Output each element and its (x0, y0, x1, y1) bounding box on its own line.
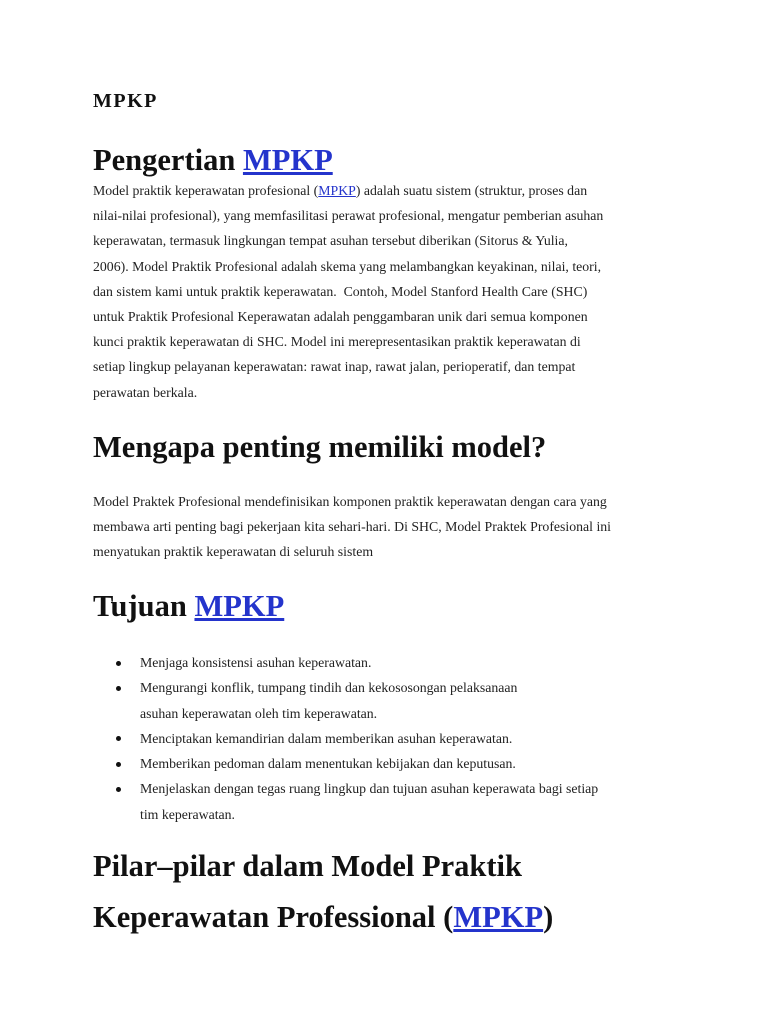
heading-mengapa: Mengapa penting memiliki model? (93, 430, 547, 464)
bullet-icon (116, 686, 121, 691)
paragraph-line: kunci praktik keperawatan di SHC. Model ini merepresentasikan praktik keperawatan di (93, 334, 581, 350)
heading-pengertian (93, 140, 333, 180)
list-item-text: Menciptakan kemandirian dalam memberikan asuhan keperawatan. (140, 730, 513, 746)
list-item (93, 726, 598, 751)
mpkp-inline-link[interactable]: MPKP (318, 183, 356, 198)
list-item-text: Memberikan pedoman dalam menentukan kebijakan dan keputusan. (140, 756, 516, 772)
list-item (93, 650, 598, 675)
paragraph-line: nilai-nilai profesional), yang memfasilitasi perawat profesional, mengatur pemberian asuhan (93, 208, 604, 224)
heading-pilar-text-close: ) (543, 900, 554, 934)
list-item-text: Mengurangi konflik, tumpang tindih dan kekososongan pelaksanaan (140, 680, 518, 696)
heading-tujuan (93, 586, 284, 626)
bullet-icon (116, 661, 121, 666)
list-item-text: asuhan keperawatan oleh tim keperawatan. (140, 705, 378, 721)
paragraph-line: membawa arti penting bagi pekerjaan kita sehari-hari. Di SHC, Model Praktek Profesional ini (93, 519, 612, 535)
paragraph-line (93, 178, 603, 203)
heading-pengertian-text: Pengertian (93, 143, 243, 177)
heading-pilar-line2 (93, 897, 553, 937)
list-item-text: tim keperawatan. (140, 806, 236, 822)
document-title: MPKP (93, 90, 158, 112)
paragraph-line: perawatan berkala. (93, 384, 198, 400)
list-item-text: Menjelaskan dengan tegas ruang lingkup dan tujuan asuhan keperawata bagi setiap (140, 781, 599, 797)
heading-pengertian-mpkp-link[interactable]: MPKP (242, 143, 333, 177)
paragraph-text: Model praktik keperawatan profesional ( (93, 183, 319, 198)
paragraph-text: ) adalah suatu sistem (struktur, proses dan (355, 183, 588, 198)
paragraph-line: menyatukan praktik keperawatan di seluruh sistem (93, 544, 374, 560)
list-item (93, 776, 598, 827)
list-item (93, 751, 598, 776)
list-item-text: Menjaga konsistensi asuhan keperawatan. (140, 655, 372, 670)
bullet-icon (116, 787, 121, 792)
heading-tujuan-mpkp-link[interactable]: MPKP (194, 589, 285, 623)
bullet-icon (116, 736, 121, 741)
paragraph-mengapa (93, 489, 611, 565)
paragraph-line: keperawatan, termasuk lingkungan tempat asuhan tersebut diberikan (Sitorus & Yulia, (93, 233, 568, 249)
heading-tujuan-text: Tujuan (93, 589, 195, 623)
heading-pilar-text: Keperawatan Professional ( (93, 900, 454, 934)
list-item (93, 675, 598, 726)
paragraph-line: setiap lingkup pelayanan keperawatan: rawat inap, rawat jalan, perioperatif, dan tempat (93, 359, 576, 375)
tujuan-bullet-list (93, 650, 598, 827)
paragraph-line: 2006). Model Praktik Profesional adalah skema yang melambangkan keyakinan, nilai, teori, (93, 258, 602, 274)
paragraph-line: untuk Praktik Profesional Keperawatan adalah penggambaran unik dari semua komponen (93, 308, 588, 324)
heading-pilar-line1: Pilar–pilar dalam Model Praktik (93, 849, 522, 883)
bullet-icon (116, 762, 121, 767)
paragraph-pengertian (93, 178, 603, 405)
paragraph-line: Model Praktek Profesional mendefinisikan komponen praktik keperawatan dengan cara yang (93, 494, 607, 509)
paragraph-line: dan sistem kami untuk praktik keperawatan. Contoh, Model Stanford Health Care (SHC) (93, 283, 588, 299)
heading-pilar-mpkp-link[interactable]: MPKP (453, 900, 544, 934)
